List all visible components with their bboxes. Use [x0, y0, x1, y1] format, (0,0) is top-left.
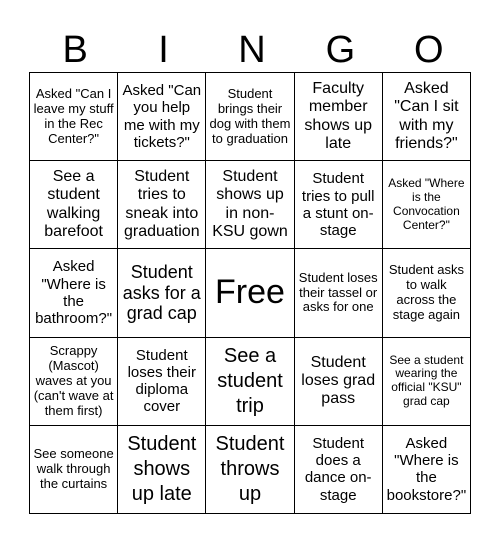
bingo-cell[interactable]: Asked "Where is the Convocation Center?": [383, 161, 471, 249]
bingo-cell[interactable]: Asked "Can I leave my stuff in the Rec Center?": [30, 73, 118, 161]
bingo-cell[interactable]: Student loses their diploma cover: [118, 338, 206, 426]
bingo-cell[interactable]: Asked "Can you help me with my tickets?": [118, 73, 206, 161]
bingo-cell[interactable]: Asked "Can I sit with my friends?": [383, 73, 471, 161]
bingo-cell[interactable]: Student tries to pull a stunt on-stage: [295, 161, 383, 249]
bingo-cell[interactable]: Student loses their tassel or asks for one: [295, 249, 383, 337]
bingo-cell[interactable]: Student brings their dog with them to graduation: [206, 73, 294, 161]
header-letter-o: O: [413, 29, 444, 71]
bingo-cell[interactable]: Student throws up: [206, 426, 294, 514]
header-letter-i: I: [158, 29, 169, 71]
bingo-cell[interactable]: Asked "Where is the bookstore?": [383, 426, 471, 514]
bingo-cell[interactable]: See someone walk through the curtains: [30, 426, 118, 514]
bingo-header: [31, 28, 473, 72]
bingo-cell[interactable]: See a student trip: [206, 338, 294, 426]
header-letter-n: N: [238, 29, 266, 71]
bingo-cell[interactable]: Scrappy (Mascot) waves at you (can't wave at them first): [30, 338, 118, 426]
bingo-cell[interactable]: Student shows up in non-KSU gown: [206, 161, 294, 249]
bingo-cell[interactable]: Student asks for a grad cap: [118, 249, 206, 337]
bingo-grid: [29, 72, 471, 514]
bingo-cell[interactable]: Student loses grad pass: [295, 338, 383, 426]
bingo-cell[interactable]: Student shows up late: [118, 426, 206, 514]
bingo-cell[interactable]: Asked "Where is the bathroom?": [30, 249, 118, 337]
bingo-cell[interactable]: See a student wearing the official "KSU" grad cap: [383, 338, 471, 426]
free-space-cell[interactable]: Free: [206, 249, 294, 337]
bingo-cell[interactable]: See a student walking barefoot: [30, 161, 118, 249]
bingo-cell[interactable]: Student asks to walk across the stage again: [383, 249, 471, 337]
bingo-cell[interactable]: Faculty member shows up late: [295, 73, 383, 161]
header-letter-b: B: [62, 29, 88, 71]
header-letter-g: G: [325, 29, 356, 71]
bingo-cell[interactable]: Student tries to sneak into graduation: [118, 161, 206, 249]
bingo-cell[interactable]: Student does a dance on-stage: [295, 426, 383, 514]
